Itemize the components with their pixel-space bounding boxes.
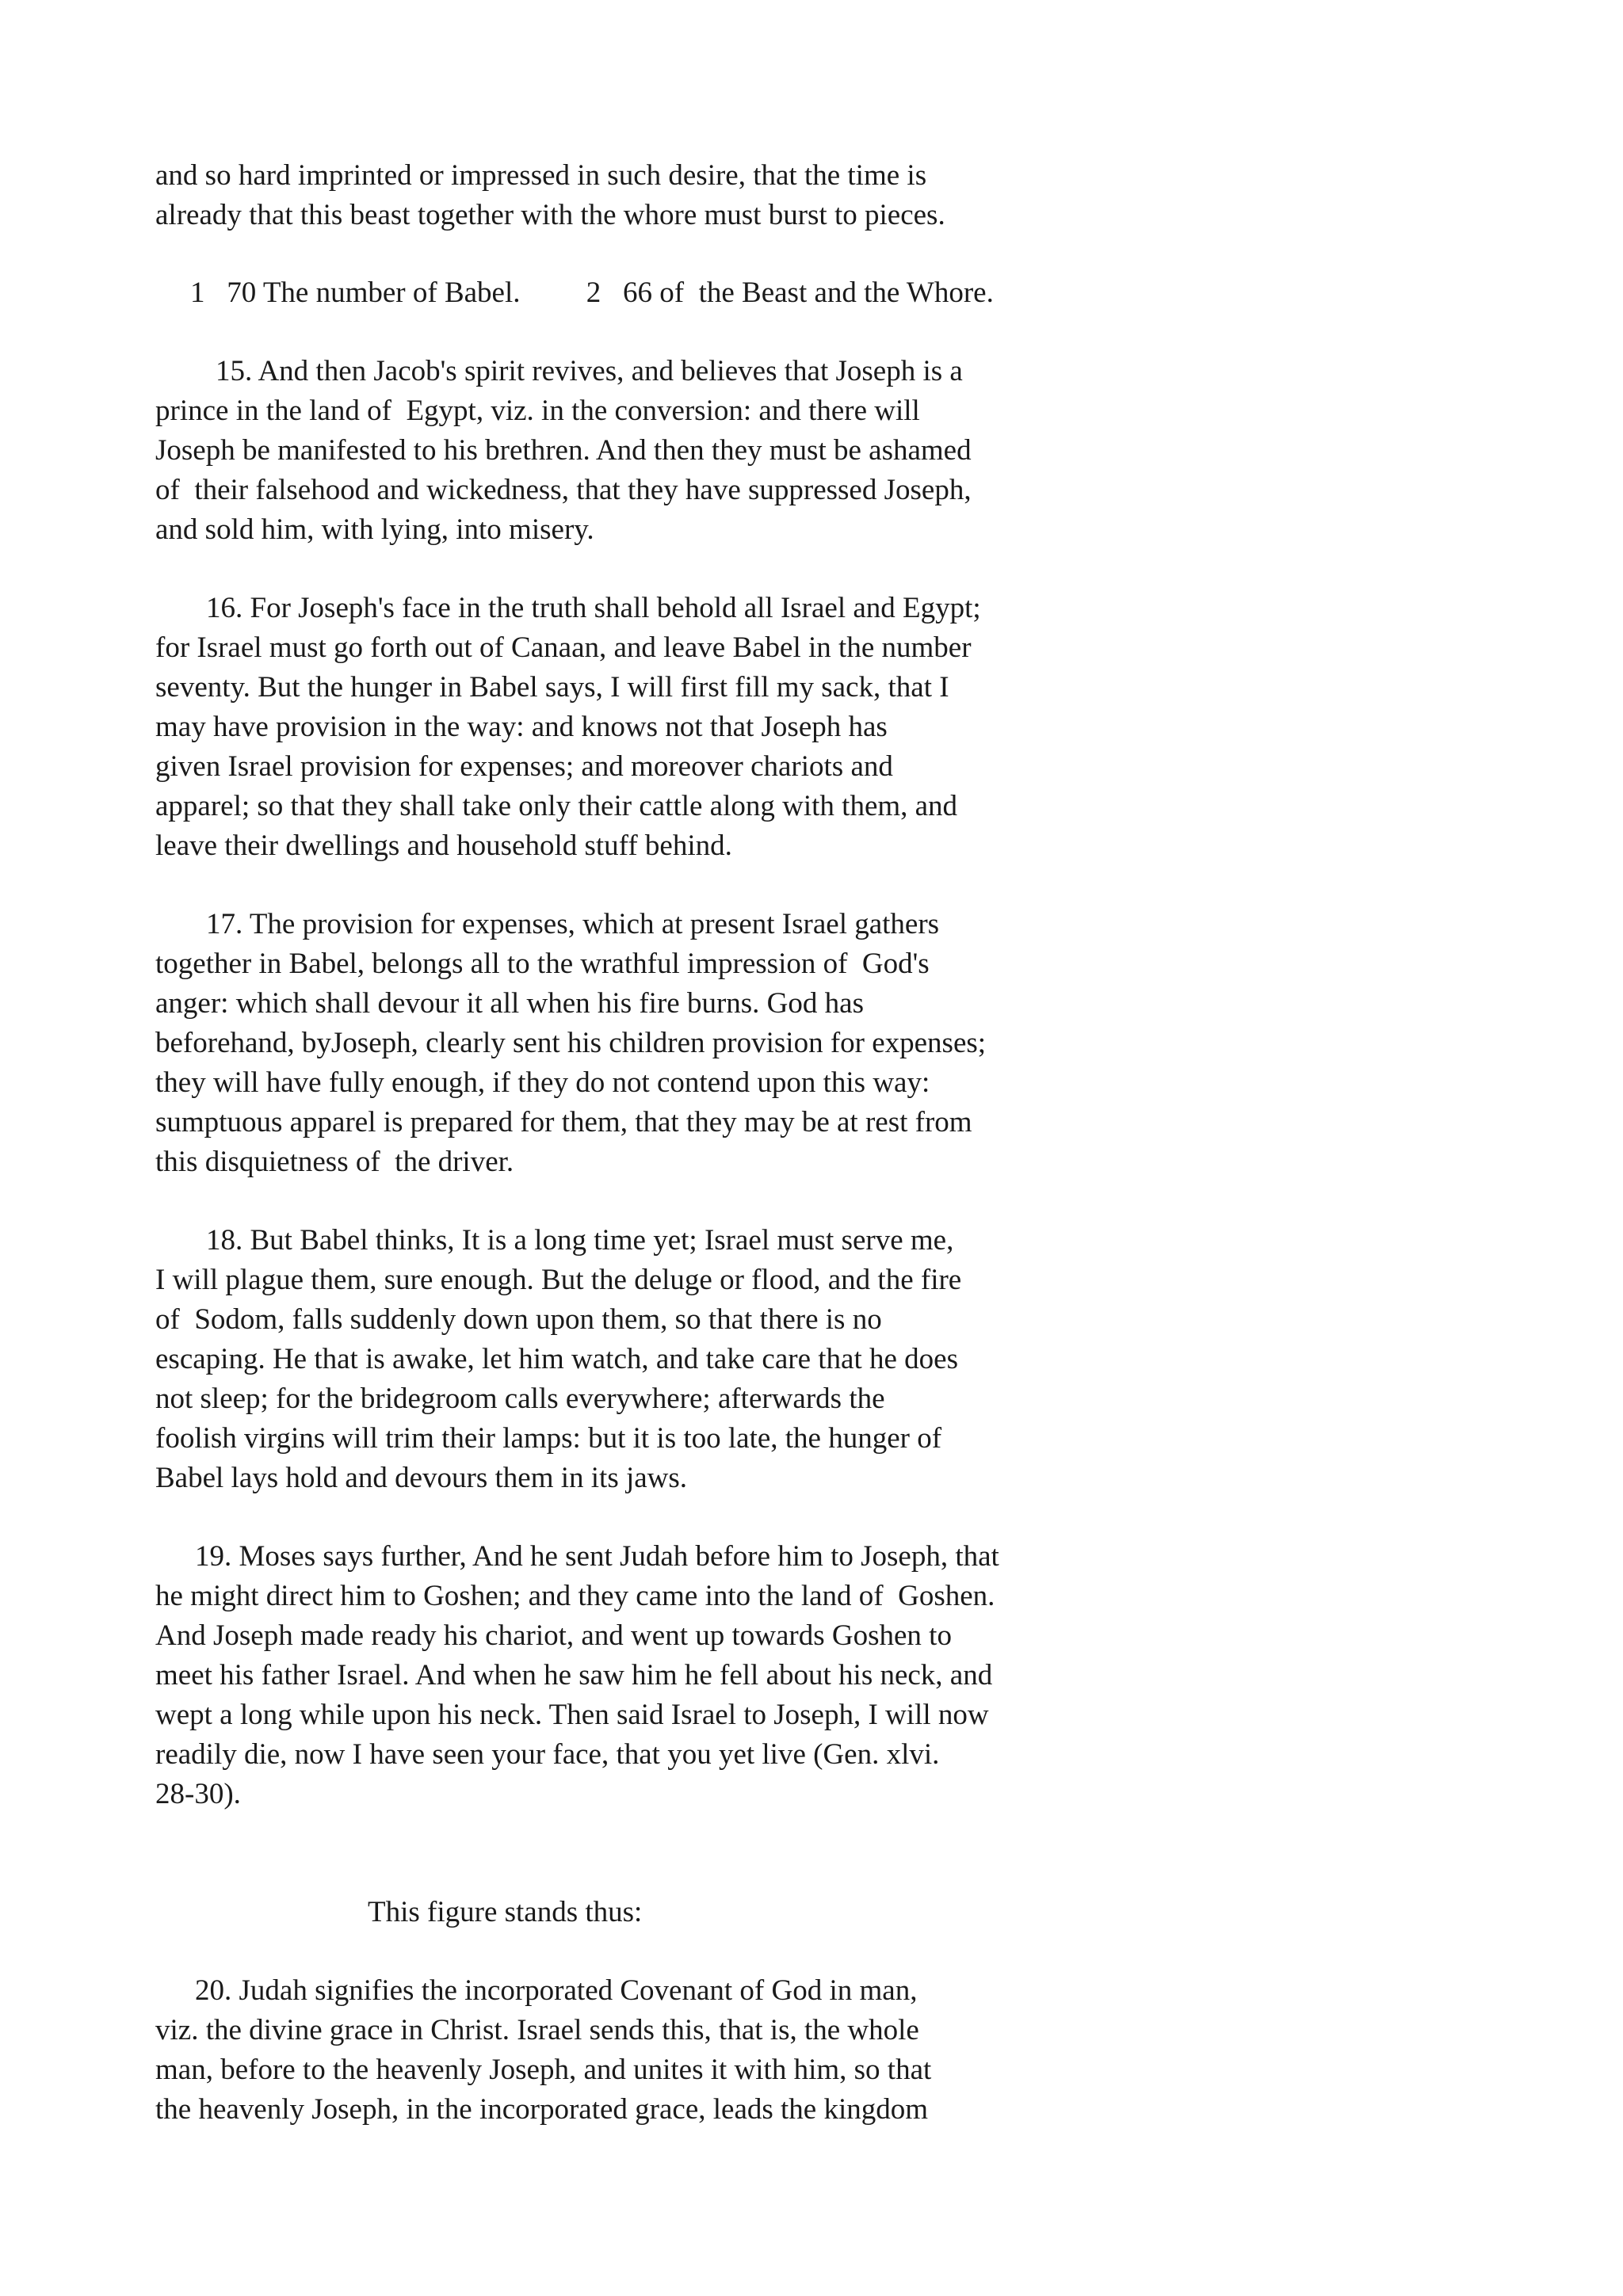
text-line: prince in the land of Egypt, viz. in the conversion: and there will (155, 395, 920, 427)
text-line: leave their dwellings and household stuff behind. (155, 830, 732, 862)
paragraph-16-first-line: 16. For Joseph's face in the truth shall behold all Israel and Egypt; (206, 592, 981, 624)
text-line: readily die, now I have seen your face, that you yet live (Gen. xlvi. (155, 1738, 940, 1771)
text-line: seventy. But the hunger in Babel says, I will first fill my sack, that I (155, 671, 949, 704)
text-line: meet his father Israel. And when he saw him he fell about his neck, and (155, 1659, 993, 1691)
text-line: viz. the divine grace in Christ. Israel sends this, that is, the whole (155, 2014, 919, 2046)
text-line: of Sodom, falls suddenly down upon them, so that there is no (155, 1303, 882, 1336)
text-line: beforehand, byJoseph, clearly sent his children provision for expenses; (155, 1027, 987, 1059)
text-line: the heavenly Joseph, in the incorporated grace, leads the kingdom (155, 2093, 929, 2126)
paragraph-18-first-line: 18. But Babel thinks, It is a long time yet; Israel must serve me, (206, 1224, 954, 1257)
section-heading: This figure stands thus: (368, 1896, 643, 1928)
text-line: given Israel provision for expenses; and moreover chariots and (155, 750, 893, 783)
text-line: wept a long while upon his neck. Then said Israel to Joseph, I will now (155, 1699, 989, 1731)
text-line: not sleep; for the bridegroom calls everywhere; afterwards the (155, 1383, 885, 1415)
paragraph-17-first-line: 17. The provision for expenses, which at present Israel gathers (206, 908, 940, 940)
text-line: apparel; so that they shall take only their cattle along with them, and (155, 790, 958, 822)
text-line: man, before to the heavenly Joseph, and unites it with him, so that (155, 2054, 932, 2086)
text-line: together in Babel, belongs all to the wrathful impression of God's (155, 948, 930, 980)
text-line: escaping. He that is awake, let him watch, and take care that he does (155, 1343, 958, 1375)
text-line: Babel lays hold and devours them in its jaws. (155, 1462, 688, 1494)
text-line: I will plague them, sure enough. But the deluge or flood, and the fire (155, 1264, 962, 1296)
text-line: anger: which shall devour it all when his fire burns. God has (155, 987, 864, 1020)
paragraph-19-first-line: 19. Moses says further, And he sent Judah before him to Joseph, that (195, 1540, 999, 1573)
text-line: for Israel must go forth out of Canaan, and leave Babel in the number (155, 631, 972, 664)
text-line: of their falsehood and wickedness, that they have suppressed Joseph, (155, 474, 972, 506)
text-line: foolish virgins will trim their lamps: but it is too late, the hunger of (155, 1422, 942, 1455)
text-line: 28-30). (155, 1778, 241, 1810)
paragraph-15-first-line: 15. And then Jacob's spirit revives, and believes that Joseph is a (216, 355, 963, 387)
text-line: Joseph be manifested to his brethren. And then they must be ashamed (155, 434, 972, 467)
text-line: and so hard imprinted or impressed in such desire, that the time is (155, 159, 927, 192)
paragraph-20-first-line: 20. Judah signifies the incorporated Covenant of God in man, (195, 1974, 918, 2007)
text-line: may have provision in the way: and knows not that Joseph has (155, 711, 888, 743)
text-line: this disquietness of the driver. (155, 1146, 514, 1178)
text-line: sumptuous apparel is prepared for them, that they may be at rest from (155, 1106, 972, 1138)
text-line: they will have fully enough, if they do not contend upon this way: (155, 1066, 930, 1099)
text-line: and sold him, with lying, into misery. (155, 513, 594, 546)
text-line: And Joseph made ready his chariot, and went up towards Goshen to (155, 1619, 952, 1652)
footnote-line: 1 70 The number of Babel. 2 66 of the Beast and the Whore. (190, 277, 994, 309)
text-line: he might direct him to Goshen; and they came into the land of Goshen. (155, 1580, 995, 1612)
text-line: already that this beast together with the whore must burst to pieces. (155, 199, 945, 231)
